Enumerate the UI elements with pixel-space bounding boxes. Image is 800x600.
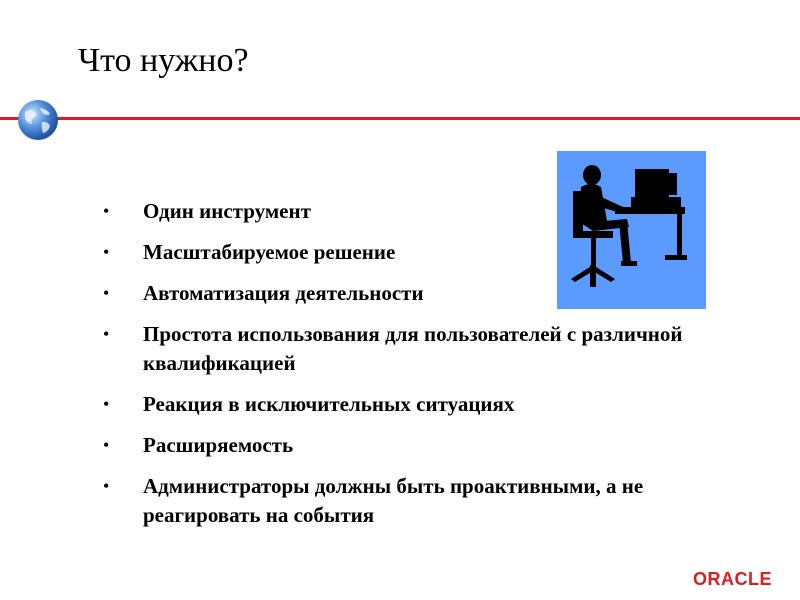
bullet-item xyxy=(103,197,723,226)
bullet-marker: • xyxy=(103,242,110,262)
bullet-item xyxy=(103,238,723,267)
bullet-marker: • xyxy=(103,435,110,455)
globe-icon xyxy=(16,98,60,142)
bullet-marker: • xyxy=(103,201,110,221)
bullet-item xyxy=(103,320,723,378)
bullet-text: Один инструмент xyxy=(143,199,311,223)
title-underline xyxy=(0,117,800,120)
bullet-text: Реакция в исключительных ситуациях xyxy=(143,392,515,416)
slide-title: Что нужно? xyxy=(78,42,249,79)
bullet-list xyxy=(103,197,723,542)
bullet-item xyxy=(103,279,723,308)
bullet-text: Простота использования для пользователей с различной квалификацией xyxy=(143,322,683,375)
bullet-marker: • xyxy=(103,476,110,496)
bullet-marker: • xyxy=(103,324,110,344)
bullet-text: Масштабируемое решение xyxy=(143,240,396,264)
bullet-marker: • xyxy=(103,283,110,303)
bullet-item xyxy=(103,472,723,530)
bullet-text: Автоматизация деятельности xyxy=(143,281,424,305)
oracle-logo: ORACLE xyxy=(693,569,772,589)
bullet-item xyxy=(103,431,723,460)
bullet-item xyxy=(103,390,723,419)
bullet-text: Расширяемость xyxy=(143,433,294,457)
bullet-text: Администраторы должны быть проактивными, а не реагировать на события xyxy=(143,474,644,527)
bullet-marker: • xyxy=(103,394,110,414)
